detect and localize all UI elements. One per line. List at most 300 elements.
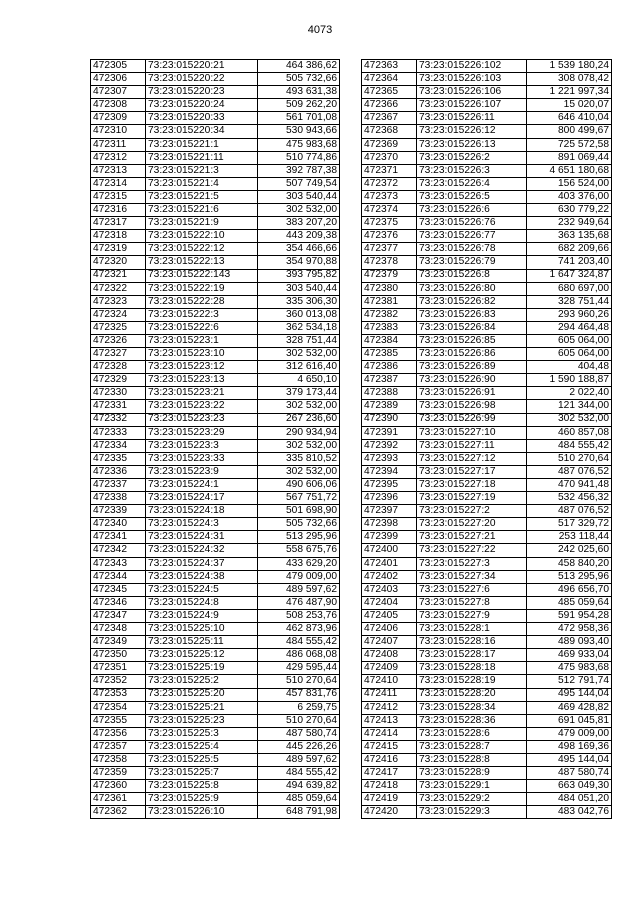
value-cell: 460 857,08	[527, 426, 612, 439]
value-cell: 485 059,64	[258, 793, 340, 806]
table-row	[362, 413, 612, 426]
row-number-cell: 472385	[362, 348, 417, 361]
table-row	[362, 439, 612, 452]
table-row	[362, 767, 612, 780]
row-number-cell: 472397	[362, 505, 417, 518]
table-row	[91, 204, 340, 217]
row-number-cell: 472336	[91, 465, 146, 478]
row-number-cell: 472341	[91, 531, 146, 544]
cadastral-number-cell: 73:23:015225:2	[146, 675, 258, 688]
row-number-cell: 472380	[362, 282, 417, 295]
cadastral-number-cell: 73:23:015222:6	[146, 321, 258, 334]
cadastral-number-cell: 73:23:015226:13	[417, 138, 527, 151]
cadastral-number-cell: 73:23:015223:21	[146, 387, 258, 400]
row-number-cell: 472412	[362, 701, 417, 714]
value-cell: 486 068,08	[258, 649, 340, 662]
table-row	[91, 727, 340, 740]
cadastral-number-cell: 73:23:015227:17	[417, 465, 527, 478]
value-cell: 312 616,40	[258, 361, 340, 374]
table-row	[91, 753, 340, 766]
cadastral-number-cell: 73:23:015223:10	[146, 348, 258, 361]
value-cell: 457 831,76	[258, 688, 340, 701]
row-number-cell: 472355	[91, 714, 146, 727]
value-cell: 558 675,76	[258, 544, 340, 557]
cadastral-number-cell: 73:23:015220:23	[146, 86, 258, 99]
row-number-cell: 472375	[362, 217, 417, 230]
row-number-cell: 472343	[91, 557, 146, 570]
table-row	[91, 321, 340, 334]
value-cell: 308 078,42	[527, 73, 612, 86]
table-row	[91, 256, 340, 269]
cadastral-number-cell: 73:23:015224:3	[146, 518, 258, 531]
cadastral-number-cell: 73:23:015222:12	[146, 243, 258, 256]
value-cell: 302 532,00	[527, 413, 612, 426]
table-row	[91, 583, 340, 596]
table-row	[91, 649, 340, 662]
value-cell: 510 774,86	[258, 151, 340, 164]
row-number-cell: 472357	[91, 740, 146, 753]
value-cell: 433 629,20	[258, 557, 340, 570]
row-number-cell: 472381	[362, 295, 417, 308]
value-cell: 472 958,36	[527, 623, 612, 636]
table-row	[362, 190, 612, 203]
table-row	[362, 426, 612, 439]
table-row	[362, 596, 612, 609]
value-cell: 1 539 180,24	[527, 60, 612, 73]
cadastral-number-cell: 73:23:015228:9	[417, 767, 527, 780]
value-cell: 484 555,42	[527, 439, 612, 452]
value-cell: 630 779,22	[527, 204, 612, 217]
value-cell: 476 487,90	[258, 596, 340, 609]
value-cell: 392 787,38	[258, 164, 340, 177]
table-row	[362, 492, 612, 505]
value-cell: 517 329,72	[527, 518, 612, 531]
value-cell: 648 791,98	[258, 806, 340, 819]
table-row	[91, 452, 340, 465]
cadastral-number-cell: 73:23:015227:21	[417, 531, 527, 544]
row-number-cell: 472406	[362, 623, 417, 636]
cadastral-number-cell: 73:23:015224:31	[146, 531, 258, 544]
value-cell: 445 226,26	[258, 740, 340, 753]
table-row	[91, 243, 340, 256]
row-number-cell: 472358	[91, 753, 146, 766]
table-row	[362, 479, 612, 492]
table-row	[362, 217, 612, 230]
row-number-cell: 472418	[362, 780, 417, 793]
row-number-cell: 472361	[91, 793, 146, 806]
row-number-cell: 472362	[91, 806, 146, 819]
page-number: 4073	[307, 24, 333, 36]
value-cell: 302 532,00	[258, 400, 340, 413]
cadastral-number-cell: 73:23:015227:18	[417, 479, 527, 492]
cadastral-number-cell: 73:23:015223:3	[146, 439, 258, 452]
row-number-cell: 472339	[91, 505, 146, 518]
table-row	[91, 688, 340, 701]
cadastral-number-cell: 73:23:015223:12	[146, 361, 258, 374]
table-row	[362, 125, 612, 138]
table-body-left	[91, 60, 340, 819]
table-row	[91, 374, 340, 387]
value-cell: 293 960,26	[527, 308, 612, 321]
cadastral-number-cell: 73:23:015226:107	[417, 99, 527, 112]
table-row	[91, 479, 340, 492]
row-number-cell: 472311	[91, 138, 146, 151]
table-row	[362, 609, 612, 622]
table-row	[362, 282, 612, 295]
row-number-cell: 472333	[91, 426, 146, 439]
row-number-cell: 472334	[91, 439, 146, 452]
row-number-cell: 472416	[362, 753, 417, 766]
cadastral-number-cell: 73:23:015223:1	[146, 334, 258, 347]
table-row	[91, 269, 340, 282]
cadastral-number-cell: 73:23:015226:98	[417, 400, 527, 413]
table-row	[91, 413, 340, 426]
table-row	[362, 714, 612, 727]
table-row	[362, 544, 612, 557]
row-number-cell: 472348	[91, 623, 146, 636]
table-row	[91, 400, 340, 413]
table-row	[91, 740, 340, 753]
row-number-cell: 472360	[91, 780, 146, 793]
cadastral-number-cell: 73:23:015223:22	[146, 400, 258, 413]
cadastral-number-cell: 73:23:015225:11	[146, 636, 258, 649]
value-cell: 663 049,30	[527, 780, 612, 793]
value-cell: 15 020,07	[527, 99, 612, 112]
cadastral-number-cell: 73:23:015221:6	[146, 204, 258, 217]
row-number-cell: 472383	[362, 321, 417, 334]
cadastral-number-cell: 73:23:015222:13	[146, 256, 258, 269]
value-cell: 479 009,00	[258, 570, 340, 583]
table-row	[362, 793, 612, 806]
value-cell: 487 076,52	[527, 465, 612, 478]
table-row	[91, 518, 340, 531]
table-row	[362, 99, 612, 112]
table-row	[362, 701, 612, 714]
table-row	[362, 243, 612, 256]
cadastral-number-cell: 73:23:015220:33	[146, 112, 258, 125]
cadastral-number-cell: 73:23:015224:32	[146, 544, 258, 557]
cadastral-number-cell: 73:23:015224:17	[146, 492, 258, 505]
value-cell: 242 025,60	[527, 544, 612, 557]
row-number-cell: 472314	[91, 177, 146, 190]
value-cell: 464 386,62	[258, 60, 340, 73]
cadastral-number-cell: 73:23:015225:4	[146, 740, 258, 753]
row-number-cell: 472366	[362, 99, 417, 112]
row-number-cell: 472326	[91, 334, 146, 347]
value-cell: 302 532,00	[258, 348, 340, 361]
table-row	[91, 492, 340, 505]
row-number-cell: 472330	[91, 387, 146, 400]
table-row	[362, 374, 612, 387]
table-row	[362, 60, 612, 73]
cadastral-number-cell: 73:23:015225:23	[146, 714, 258, 727]
value-cell: 156 524,00	[527, 177, 612, 190]
table-row	[91, 308, 340, 321]
value-cell: 362 534,18	[258, 321, 340, 334]
row-number-cell: 472401	[362, 557, 417, 570]
row-number-cell: 472353	[91, 688, 146, 701]
row-number-cell: 472321	[91, 269, 146, 282]
cadastral-number-cell: 73:23:015221:3	[146, 164, 258, 177]
table-row	[362, 806, 612, 819]
value-cell: 302 532,00	[258, 204, 340, 217]
value-cell: 232 949,64	[527, 217, 612, 230]
cadastral-number-cell: 73:23:015226:8	[417, 269, 527, 282]
row-number-cell: 472328	[91, 361, 146, 374]
cadastral-number-cell: 73:23:015223:9	[146, 465, 258, 478]
cadastral-number-cell: 73:23:015222:28	[146, 295, 258, 308]
value-cell: 484 051,20	[527, 793, 612, 806]
cadastral-number-cell: 73:23:015228:16	[417, 636, 527, 649]
value-cell: 475 983,68	[258, 138, 340, 151]
cadastral-number-cell: 73:23:015228:34	[417, 701, 527, 714]
row-number-cell: 472327	[91, 348, 146, 361]
row-number-cell: 472387	[362, 374, 417, 387]
cadastral-number-cell: 73:23:015228:6	[417, 727, 527, 740]
table-row	[91, 190, 340, 203]
row-number-cell: 472337	[91, 479, 146, 492]
table-body-right	[362, 60, 612, 819]
value-cell: 360 013,08	[258, 308, 340, 321]
value-cell: 691 045,81	[527, 714, 612, 727]
cadastral-number-cell: 73:23:015229:3	[417, 806, 527, 819]
value-cell: 510 270,64	[258, 675, 340, 688]
value-cell: 741 203,40	[527, 256, 612, 269]
table-row	[91, 505, 340, 518]
cadastral-number-cell: 73:23:015222:3	[146, 308, 258, 321]
value-cell: 302 532,00	[258, 439, 340, 452]
value-cell: 505 732,66	[258, 73, 340, 86]
cadastral-number-cell: 73:23:015221:4	[146, 177, 258, 190]
value-cell: 253 118,44	[527, 531, 612, 544]
row-number-cell: 472369	[362, 138, 417, 151]
table-row	[91, 125, 340, 138]
row-number-cell: 472415	[362, 740, 417, 753]
value-cell: 496 656,70	[527, 583, 612, 596]
value-cell: 591 954,28	[527, 609, 612, 622]
cadastral-number-cell: 73:23:015226:82	[417, 295, 527, 308]
cadastral-number-cell: 73:23:015226:99	[417, 413, 527, 426]
cadastral-number-cell: 73:23:015224:5	[146, 583, 258, 596]
cadastral-number-cell: 73:23:015225:20	[146, 688, 258, 701]
cadastral-number-cell: 73:23:015225:12	[146, 649, 258, 662]
row-number-cell: 472356	[91, 727, 146, 740]
cadastral-number-cell: 73:23:015223:29	[146, 426, 258, 439]
table-row	[91, 99, 340, 112]
value-cell: 2 022,40	[527, 387, 612, 400]
row-number-cell: 472344	[91, 570, 146, 583]
value-cell: 470 941,48	[527, 479, 612, 492]
value-cell: 495 144,04	[527, 688, 612, 701]
cadastral-number-cell: 73:23:015224:38	[146, 570, 258, 583]
row-number-cell: 472378	[362, 256, 417, 269]
row-number-cell: 472359	[91, 767, 146, 780]
value-cell: 363 135,68	[527, 230, 612, 243]
table-row	[362, 361, 612, 374]
cadastral-number-cell: 73:23:015226:89	[417, 361, 527, 374]
row-number-cell: 472389	[362, 400, 417, 413]
table-row	[91, 164, 340, 177]
table-row	[91, 112, 340, 125]
table-row	[91, 767, 340, 780]
cadastral-number-cell: 73:23:015221:5	[146, 190, 258, 203]
row-number-cell: 472409	[362, 662, 417, 675]
table-row	[362, 269, 612, 282]
table-row	[91, 609, 340, 622]
table-row	[91, 361, 340, 374]
row-number-cell: 472411	[362, 688, 417, 701]
cadastral-number-cell: 73:23:015224:8	[146, 596, 258, 609]
table-row	[362, 636, 612, 649]
value-cell: 512 791,74	[527, 675, 612, 688]
cadastral-number-cell: 73:23:015220:22	[146, 73, 258, 86]
value-cell: 404,48	[527, 361, 612, 374]
cadastral-number-cell: 73:23:015227:9	[417, 609, 527, 622]
value-cell: 335 810,52	[258, 452, 340, 465]
cadastral-number-cell: 73:23:015226:90	[417, 374, 527, 387]
cadastral-number-cell: 73:23:015226:79	[417, 256, 527, 269]
cadastral-number-cell: 73:23:015229:1	[417, 780, 527, 793]
cadastral-number-cell: 73:23:015226:83	[417, 308, 527, 321]
value-cell: 530 943,66	[258, 125, 340, 138]
cadastral-number-cell: 73:23:015222:143	[146, 269, 258, 282]
table-row	[91, 557, 340, 570]
cadastral-number-cell: 73:23:015225:8	[146, 780, 258, 793]
row-number-cell: 472319	[91, 243, 146, 256]
row-number-cell: 472376	[362, 230, 417, 243]
table-row	[362, 518, 612, 531]
table-row	[91, 662, 340, 675]
row-number-cell: 472312	[91, 151, 146, 164]
cadastral-number-cell: 73:23:015229:2	[417, 793, 527, 806]
value-cell: 493 631,38	[258, 86, 340, 99]
cadastral-number-cell: 73:23:015226:6	[417, 204, 527, 217]
cadastral-number-cell: 73:23:015227:6	[417, 583, 527, 596]
table-row	[91, 596, 340, 609]
value-cell: 483 042,76	[527, 806, 612, 819]
row-number-cell: 472363	[362, 60, 417, 73]
cadastral-number-cell: 73:23:015228:17	[417, 649, 527, 662]
row-number-cell: 472323	[91, 295, 146, 308]
row-number-cell: 472352	[91, 675, 146, 688]
table-row	[91, 806, 340, 819]
value-cell: 487 580,74	[527, 767, 612, 780]
table-row	[362, 662, 612, 675]
value-cell: 532 456,32	[527, 492, 612, 505]
value-cell: 6 259,75	[258, 701, 340, 714]
value-cell: 508 253,76	[258, 609, 340, 622]
cadastral-number-cell: 73:23:015223:13	[146, 374, 258, 387]
cadastral-number-cell: 73:23:015221:9	[146, 217, 258, 230]
cadastral-number-cell: 73:23:015220:21	[146, 60, 258, 73]
row-number-cell: 472329	[91, 374, 146, 387]
row-number-cell: 472398	[362, 518, 417, 531]
table-row	[362, 295, 612, 308]
value-cell: 484 555,42	[258, 767, 340, 780]
value-cell: 505 732,66	[258, 518, 340, 531]
cadastral-number-cell: 73:23:015227:22	[417, 544, 527, 557]
cadastral-number-cell: 73:23:015226:103	[417, 73, 527, 86]
value-cell: 379 173,44	[258, 387, 340, 400]
value-cell: 680 697,00	[527, 282, 612, 295]
table-row	[362, 138, 612, 151]
cadastral-number-cell: 73:23:015228:20	[417, 688, 527, 701]
row-number-cell: 472351	[91, 662, 146, 675]
cadastral-number-cell: 73:23:015223:23	[146, 413, 258, 426]
table-row	[91, 793, 340, 806]
table-row	[362, 151, 612, 164]
table-row	[91, 544, 340, 557]
table-row	[362, 387, 612, 400]
table-row	[91, 217, 340, 230]
cadastral-number-cell: 73:23:015225:19	[146, 662, 258, 675]
row-number-cell: 472309	[91, 112, 146, 125]
row-number-cell: 472342	[91, 544, 146, 557]
table-row	[91, 138, 340, 151]
value-cell: 4 651 180,68	[527, 164, 612, 177]
value-cell: 383 207,20	[258, 217, 340, 230]
table-row	[91, 426, 340, 439]
cadastral-number-cell: 73:23:015226:12	[417, 125, 527, 138]
value-cell: 487 076,52	[527, 505, 612, 518]
cadastral-number-cell: 73:23:015228:36	[417, 714, 527, 727]
row-number-cell: 472322	[91, 282, 146, 295]
row-number-cell: 472307	[91, 86, 146, 99]
value-cell: 605 064,00	[527, 348, 612, 361]
table-row	[362, 256, 612, 269]
table-row	[91, 151, 340, 164]
cadastral-number-cell: 73:23:015226:91	[417, 387, 527, 400]
value-cell: 725 572,58	[527, 138, 612, 151]
cadastral-number-cell: 73:23:015222:19	[146, 282, 258, 295]
table-row	[362, 230, 612, 243]
value-cell: 469 428,82	[527, 701, 612, 714]
value-cell: 302 532,00	[258, 465, 340, 478]
cadastral-number-cell: 73:23:015226:84	[417, 321, 527, 334]
value-cell: 303 540,44	[258, 282, 340, 295]
row-number-cell: 472403	[362, 583, 417, 596]
table-row	[91, 295, 340, 308]
value-cell: 1 221 997,34	[527, 86, 612, 99]
cadastral-number-cell: 73:23:015227:8	[417, 596, 527, 609]
table-row	[362, 505, 612, 518]
row-number-cell: 472340	[91, 518, 146, 531]
cadastral-number-cell: 73:23:015227:34	[417, 570, 527, 583]
row-number-cell: 472396	[362, 492, 417, 505]
cadastral-number-cell: 73:23:015221:11	[146, 151, 258, 164]
row-number-cell: 472392	[362, 439, 417, 452]
value-cell: 328 751,44	[527, 295, 612, 308]
value-cell: 469 933,04	[527, 649, 612, 662]
row-number-cell: 472388	[362, 387, 417, 400]
table-row	[91, 230, 340, 243]
cadastral-number-cell: 73:23:015224:18	[146, 505, 258, 518]
table-row	[362, 649, 612, 662]
cadastral-number-cell: 73:23:015226:77	[417, 230, 527, 243]
value-cell: 393 795,82	[258, 269, 340, 282]
row-number-cell: 472402	[362, 570, 417, 583]
row-number-cell: 472374	[362, 204, 417, 217]
cadastral-number-cell: 73:23:015226:10	[146, 806, 258, 819]
cadastral-number-cell: 73:23:015220:34	[146, 125, 258, 138]
table-row	[362, 452, 612, 465]
table-row	[362, 112, 612, 125]
value-cell: 354 970,88	[258, 256, 340, 269]
value-cell: 510 270,64	[527, 452, 612, 465]
table-row	[91, 439, 340, 452]
table-row	[91, 675, 340, 688]
cadastral-number-cell: 73:23:015228:7	[417, 740, 527, 753]
